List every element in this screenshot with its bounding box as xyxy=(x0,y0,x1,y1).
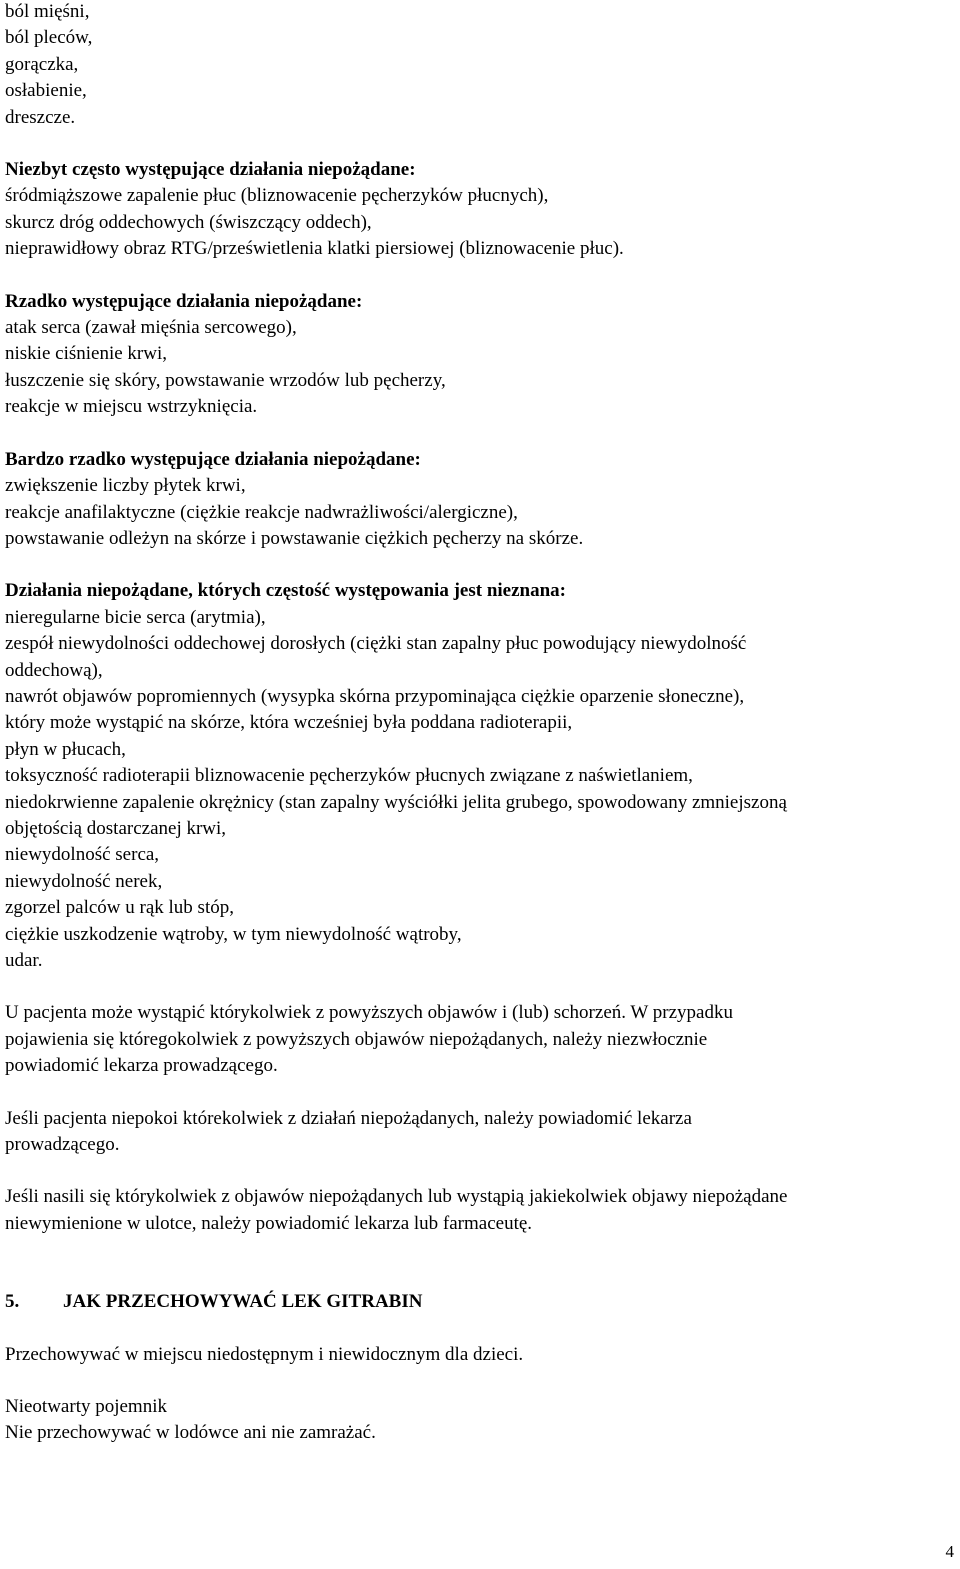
paragraph-line: niewymienione w ulotce, należy powiadomić lekarza lub farmaceutę. xyxy=(5,1212,533,1234)
list-item: udar. xyxy=(5,950,43,971)
list-item: niskie ciśnienie krwi, xyxy=(5,343,167,365)
list-item: łuszczenie się skóry, powstawanie wrzodów lub pęcherzy, xyxy=(5,369,446,391)
list-item: nawrót objawów popromiennych (wysypka skórna przypominająca ciężkie oparzenie słoneczne), xyxy=(5,685,745,707)
list-item: oddechową), xyxy=(5,659,103,681)
list-item: płyn w płucach, xyxy=(5,738,126,760)
section-rare xyxy=(5,289,955,421)
list-item: nieregularne bicie serca (arytmia), xyxy=(5,606,266,628)
section-title: JAK PRZECHOWYWAĆ LEK GITRABIN xyxy=(63,1291,423,1313)
list-item: ciężkie uszkodzenie wątroby, w tym niewydolność wątroby, xyxy=(5,923,462,945)
list-item: dreszcze. xyxy=(5,106,76,128)
paragraph-line: prowadzącego. xyxy=(5,1134,120,1156)
section-unknown-frequency xyxy=(5,578,955,974)
section-very-rare xyxy=(5,447,955,553)
list-item: skurcz dróg oddechowych (świszczący oddech), xyxy=(5,211,372,233)
list-item: zwiększenie liczby płytek krwi, xyxy=(5,475,246,497)
section-heading: Działania niepożądane, których częstość występowania jest nieznana: xyxy=(5,580,566,602)
paragraph-line: Jeśli nasili się którykolwiek z objawów niepożądanych lub wystąpią jakiekolwiek objawy niepożądane xyxy=(5,1186,788,1208)
paragraph-line: Nieotwarty pojemnik xyxy=(5,1396,167,1418)
section-uncommon xyxy=(5,157,955,263)
list-item: nieprawidłowy obraz RTG/prześwietlenia klatki piersiowej (bliznowacenie płuc). xyxy=(5,238,624,260)
list-item: śródmiąższowe zapalenie płuc (bliznowacenie pęcherzyków płucnych), xyxy=(5,185,549,207)
paragraph-report-symptoms xyxy=(5,1000,955,1079)
paragraph-line: Nie przechowywać w lodówce ani nie zamrażać. xyxy=(5,1422,376,1444)
list-item: reakcje w miejscu wstrzyknięcia. xyxy=(5,396,258,418)
paragraph-line: pojawienia się któregokolwiek z powyższych objawów niepożądanych, należy niezwłocznie xyxy=(5,1028,708,1050)
page-number: 4 xyxy=(945,1541,954,1561)
list-item: niedokrwienne zapalenie okrężnicy (stan zapalny wyściółki jelita grubego, spowodowany zmniejszoną xyxy=(5,791,787,813)
list-item: objętością dostarczanej krwi, xyxy=(5,817,227,839)
section-heading: Niezbyt często występujące działania niepożądane: xyxy=(5,159,416,181)
list-item: reakcje anafilaktyczne (ciężkie reakcje nadwrażliwości/alergiczne), xyxy=(5,501,518,523)
document-page xyxy=(5,0,955,1447)
section-number: 5. xyxy=(5,1291,20,1313)
list-item: zespół niewydolności oddechowej dorosłych (ciężki stan zapalny płuc powodujący niewydolność xyxy=(5,633,747,655)
paragraph-line: Przechowywać w miejscu niedostępnym i niewidocznym dla dzieci. xyxy=(5,1343,524,1365)
paragraph-concern xyxy=(5,1106,955,1159)
section-heading: Bardzo rzadko występujące działania niepożądane: xyxy=(5,448,421,470)
paragraph-line: Jeśli pacjenta niepokoi którekolwiek z działań niepożądanych, należy powiadomić lekarza xyxy=(5,1107,692,1129)
list-item: powstawanie odleżyn na skórze i powstawanie ciężkich pęcherzy na skórze. xyxy=(5,527,584,549)
list-item: niewydolność serca, xyxy=(5,844,160,866)
list-item: toksyczność radioterapii bliznowacenie pęcherzyków płucnych związane z naświetlaniem, xyxy=(5,765,693,787)
list-item: niewydolność nerek, xyxy=(5,870,163,892)
intro-list xyxy=(5,0,955,131)
paragraph-worsening xyxy=(5,1184,955,1237)
list-item: gorączka, xyxy=(5,53,79,75)
list-item: atak serca (zawał mięśnia sercowego), xyxy=(5,317,297,339)
list-item: który może wystąpić na skórze, która wcześniej była poddana radioterapii, xyxy=(5,712,573,734)
list-item: zgorzel palców u rąk lub stóp, xyxy=(5,897,234,919)
section-5-heading xyxy=(5,1289,955,1315)
paragraph-line: powiadomić lekarza prowadzącego. xyxy=(5,1055,278,1077)
section-heading: Rzadko występujące działania niepożądane: xyxy=(5,290,363,312)
list-item: osłabienie, xyxy=(5,80,87,102)
storage-unopened xyxy=(5,1394,955,1447)
paragraph-line: U pacjenta może wystąpić którykolwiek z powyższych objawów i (lub) schorzeń. W przypadku xyxy=(5,1002,733,1024)
list-item: ból mięśni, xyxy=(5,1,90,22)
list-item: ból pleców, xyxy=(5,27,93,49)
storage-text xyxy=(5,1342,955,1368)
